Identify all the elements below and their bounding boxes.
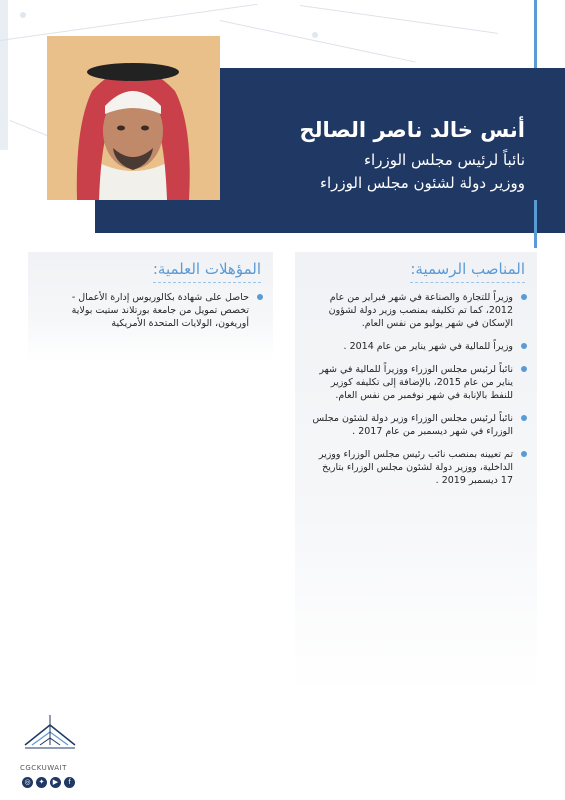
portrait-illustration [47,36,220,200]
instagram-icon[interactable]: ◎ [22,777,33,788]
bullet-icon [521,343,527,349]
decor-line [300,5,498,34]
facebook-icon[interactable]: f [64,777,75,788]
list-item-text: حاصل على شهادة بكالوريوس إدارة الأعمال - تخصص تمويل من جامعة بورتلاند ستيت بولاية أوريغون، الولايات المتحدة الأمريكية [71,292,249,329]
left-accent-bar [0,0,8,150]
list-item-text: وزيراً للمالية في شهر يناير من عام 2014 . [343,341,513,352]
list-item-text: نائباً لرئيس مجلس الوزراء وزير دولة لشئون مجلس الوزراء في شهر ديسمبر من عام 2017 . [312,413,513,437]
list-item-text: وزيراً للتجارة والصناعة في شهر فبراير من عام 2012، كما تم تكليفه بمنصب وزير دولة لشؤون الإسكان في شهر يوليو من نفس العام. [328,292,513,329]
twitter-icon[interactable]: ✦ [36,777,47,788]
bullet-icon [257,294,263,300]
decor-dot [20,12,26,18]
social-icons [22,777,75,788]
bullet-icon [521,294,527,300]
qualifications-panel [28,252,273,362]
list-item [44,291,263,330]
list-item [311,412,527,438]
cgc-logo [20,710,80,755]
list-item [311,363,527,402]
title-line-1: نائباً لرئيس مجلس الوزراء [364,151,525,169]
qualifications-list [28,291,273,330]
list-item [311,448,527,487]
bullet-icon [521,451,527,457]
accent-line [534,200,537,248]
list-item [311,291,527,330]
positions-panel [295,252,537,692]
list-item [311,340,527,353]
qualifications-heading: المؤهلات العلمية: [153,252,261,283]
list-item-text: نائباً لرئيس مجلس الوزراء ووزيراً للمالية في شهر يناير من عام 2015، بالإضافة إلى تكليفه كوزير للنفط بالإنابة في شهر نوفمبر من نفس العام. [319,364,513,401]
social-handle: CGCKUWAIT [20,764,67,772]
person-name: أنس خالد ناصر الصالح [299,118,525,142]
list-item-text: تم تعيينه بمنصب نائب رئيس مجلس الوزراء ووزير الداخلية، ووزير دولة لشئون مجلس الوزراء بتاريخ 17 ديسمبر 2019 . [318,449,513,486]
decor-dot [312,32,318,38]
positions-list [295,291,537,487]
accent-line [534,0,537,68]
youtube-icon[interactable]: ▶ [50,777,61,788]
portrait-photo [47,36,220,200]
bullet-icon [521,366,527,372]
positions-heading: المناصب الرسمية: [410,252,525,283]
decor-line [220,20,416,63]
title-line-2: ووزير دولة لشئون مجلس الوزراء [319,174,525,192]
bullet-icon [521,415,527,421]
